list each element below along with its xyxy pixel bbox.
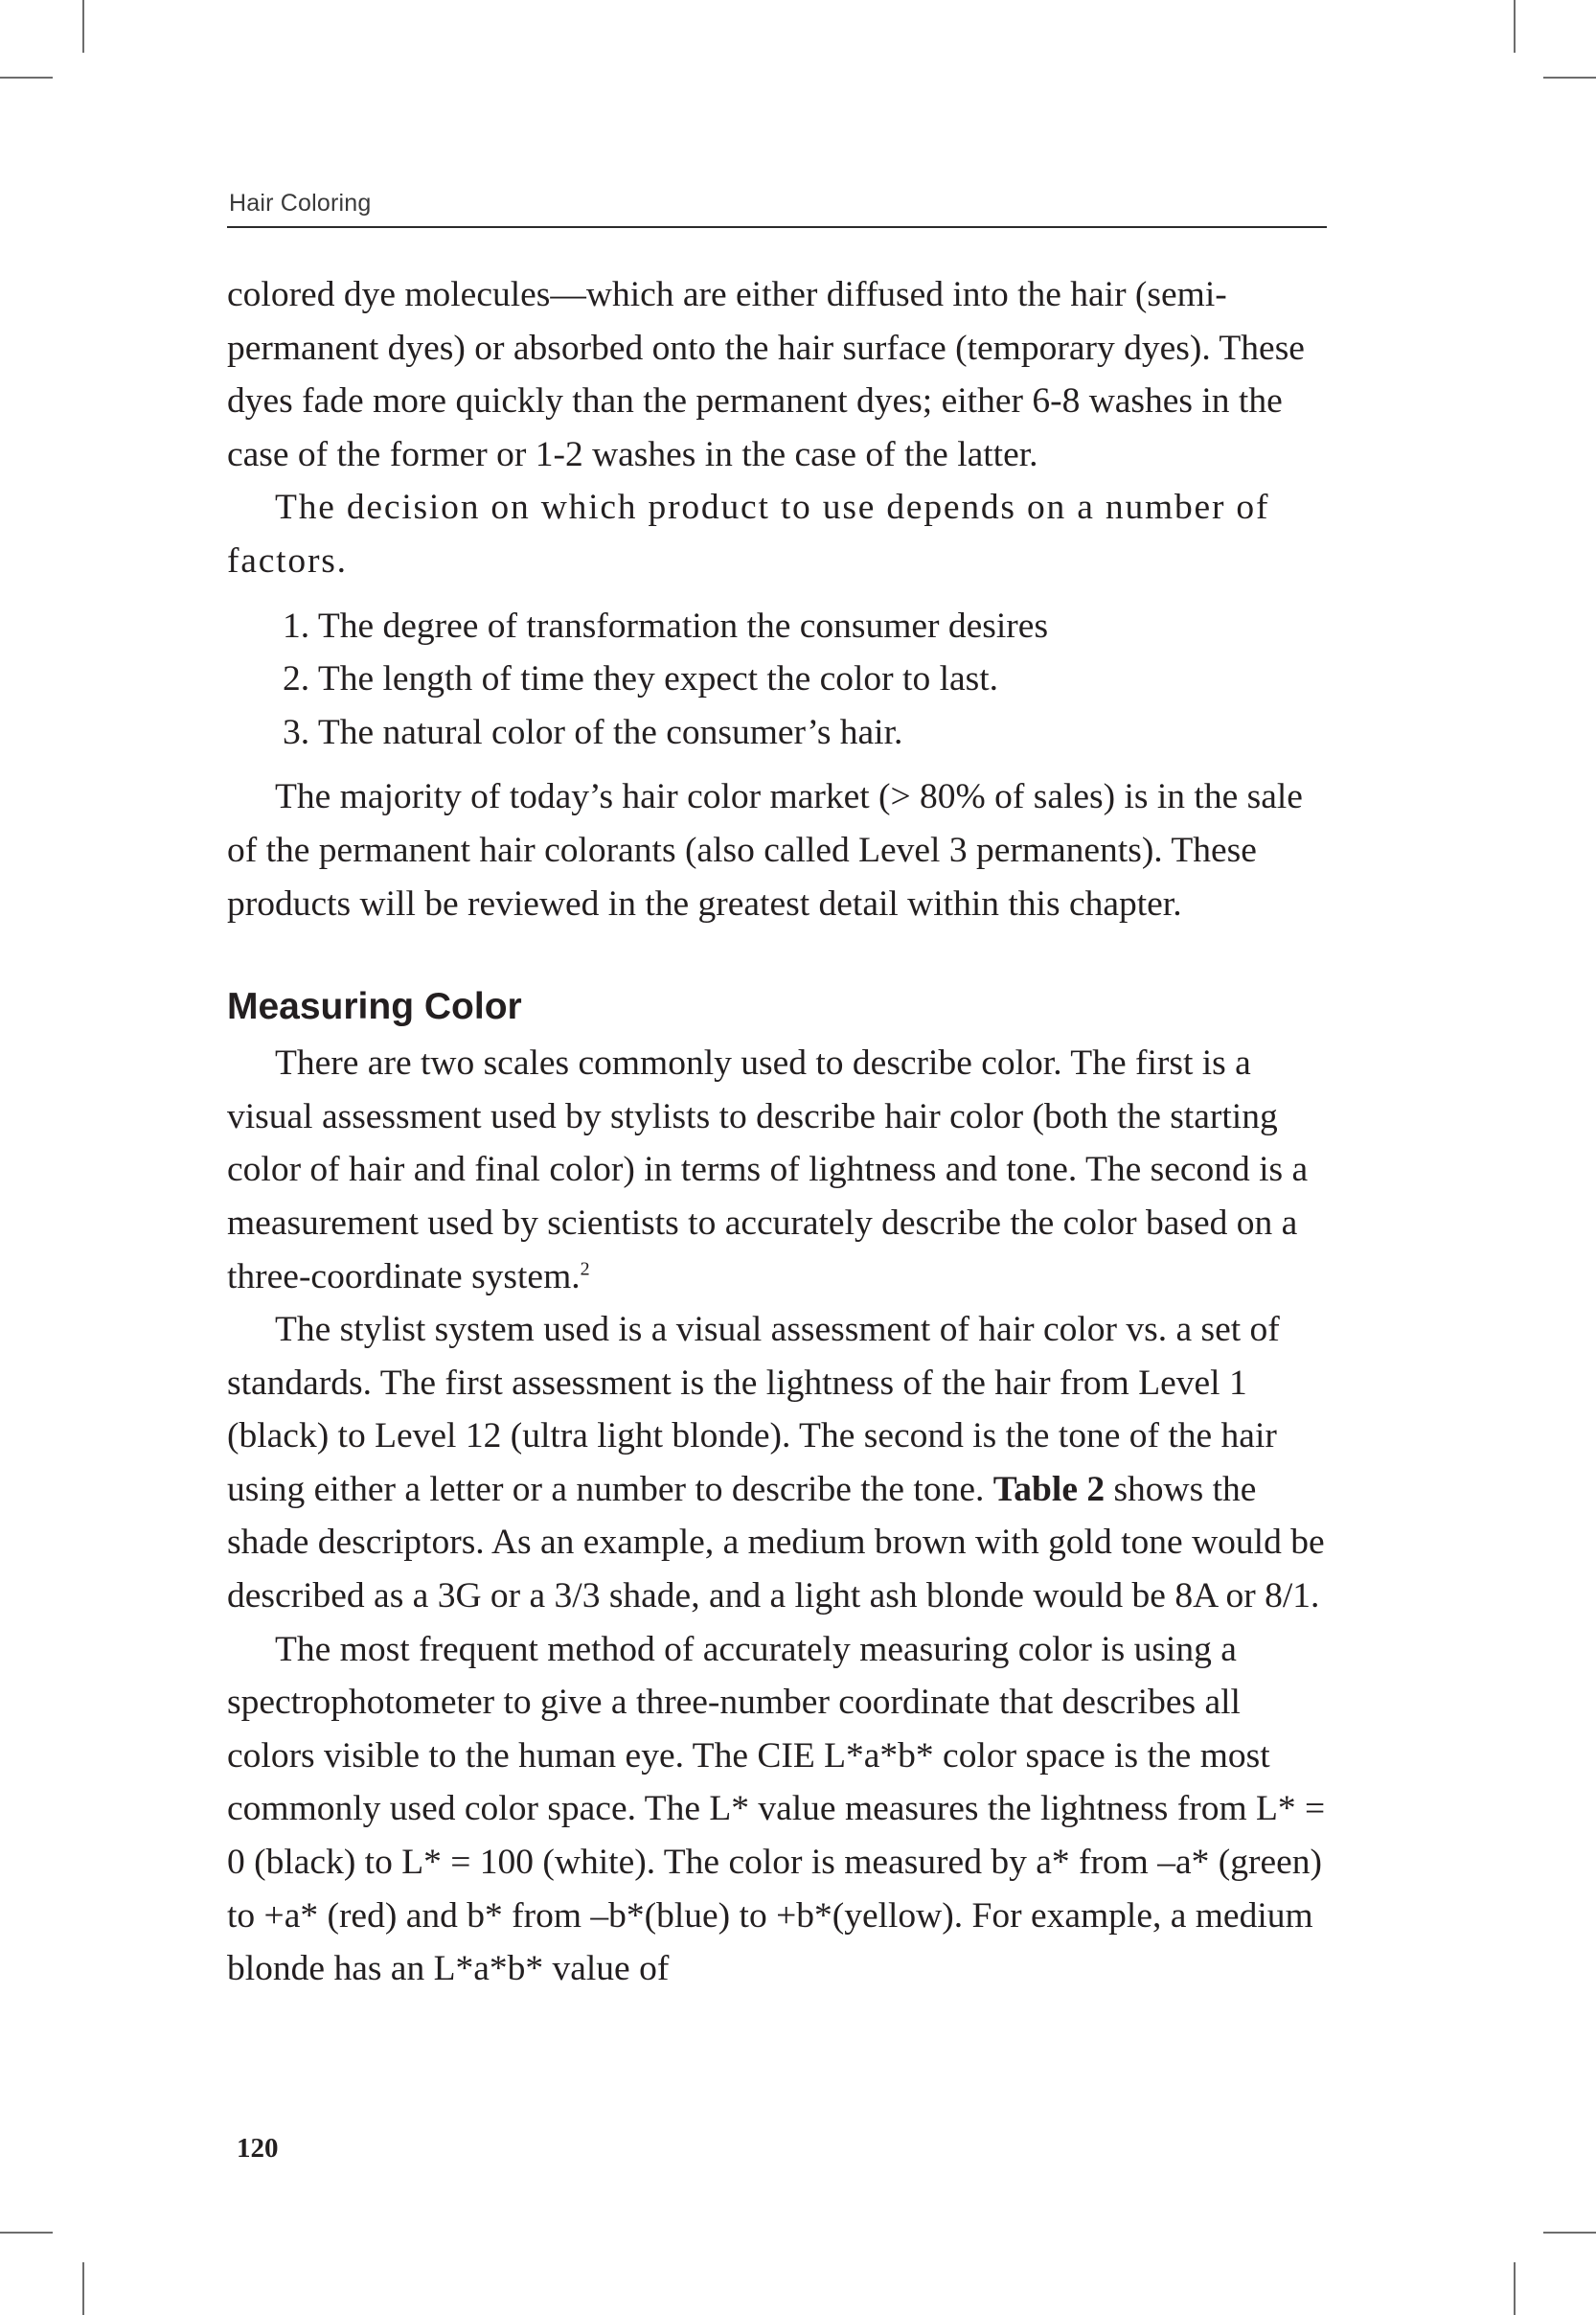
paragraph-stylist-system-text-a: The stylist system used is a visual assessment of hair color vs. a set of standards. The first assessment is the lightness of the hair from Level 1 (black) to Level 12 (ultra light blonde). The second is the tone of the hair using either a letter or a number to describe the tone.	[227, 1310, 1280, 1509]
list-item: 1. The degree of transformation the consumer desires	[283, 606, 1049, 646]
header-rule	[227, 226, 1327, 228]
paragraph-market-share: The majority of today’s hair color market (> 80% of sales) is in the sale of the permanent hair colorants (also called Level 3 permanents). These products will be reviewed in the greatest detail within this chapter.	[227, 777, 1303, 924]
crop-mark-bottom-right-vertical	[1514, 2262, 1516, 2315]
paragraph-dye-fading: colored dye molecules—which are either diffused into the hair (semi-permanent dyes) or absorbed onto the hair surface (temporary dyes). These dyes fade more quickly than the permanent dyes; either 6-8 washes in the case of the former or 1-2 washes in the case of the latter.	[227, 275, 1305, 474]
running-head: Hair Coloring	[229, 190, 372, 217]
list-item: 3. The natural color of the consumer’s hair.	[283, 712, 903, 752]
crop-mark-top-right-horizontal	[1543, 77, 1596, 79]
crop-mark-top-right-vertical	[1514, 0, 1516, 53]
paragraph-color-scales-text: There are two scales commonly used to describe color. The first is a visual assessment used by stylists to describe hair color (both the starting color of hair and final color) in terms of lightness and tone. The second is a measurement used by scientists to accurately describe the color based on a three-coordinate system.	[227, 1043, 1309, 1296]
crop-mark-bottom-right-horizontal	[1543, 2232, 1596, 2234]
page-number: 120	[237, 2133, 279, 2164]
crop-mark-bottom-left-vertical	[82, 2262, 84, 2315]
factors-list	[227, 600, 1329, 760]
paragraph-spectrophotometer: The most frequent method of accurately measuring color is using a spectrophotometer to give a three-number coordinate that describes all colors visible to the human eye. The CIE L*a*b* color space is the most commonly used color space. The L* value measures the lightness from L* = 0 (black) to L* = 100 (white). The color is measured by a* from –a* (green) to +a* (red) and b* from –b*(blue) to +b*(yellow). For example, a medium blonde has an L*a*b* value of	[227, 1629, 1326, 1989]
crop-mark-top-left-vertical	[82, 0, 84, 53]
paragraph-product-decision: The decision on which product to use depends on a number of factors.	[227, 488, 1270, 581]
footnote-reference: 2	[580, 1258, 590, 1279]
paragraph-color-scales	[227, 1037, 1329, 1303]
paragraph-stylist-system-text-b: shows the shade descriptors. As an example, a medium brown with gold tone would be described as a 3G or a 3/3 shade, and a light ash blonde would be 8A or 8/1.	[227, 1469, 1325, 1616]
section-heading: Measuring Color	[227, 986, 522, 1028]
list-item: 2. The length of time they expect the color to last.	[283, 659, 999, 699]
body-text	[227, 268, 1329, 1996]
crop-mark-top-left-horizontal	[0, 77, 53, 79]
paragraph-stylist-system	[227, 1303, 1329, 1623]
table-reference: Table 2	[992, 1469, 1106, 1509]
crop-mark-bottom-left-horizontal	[0, 2232, 53, 2234]
